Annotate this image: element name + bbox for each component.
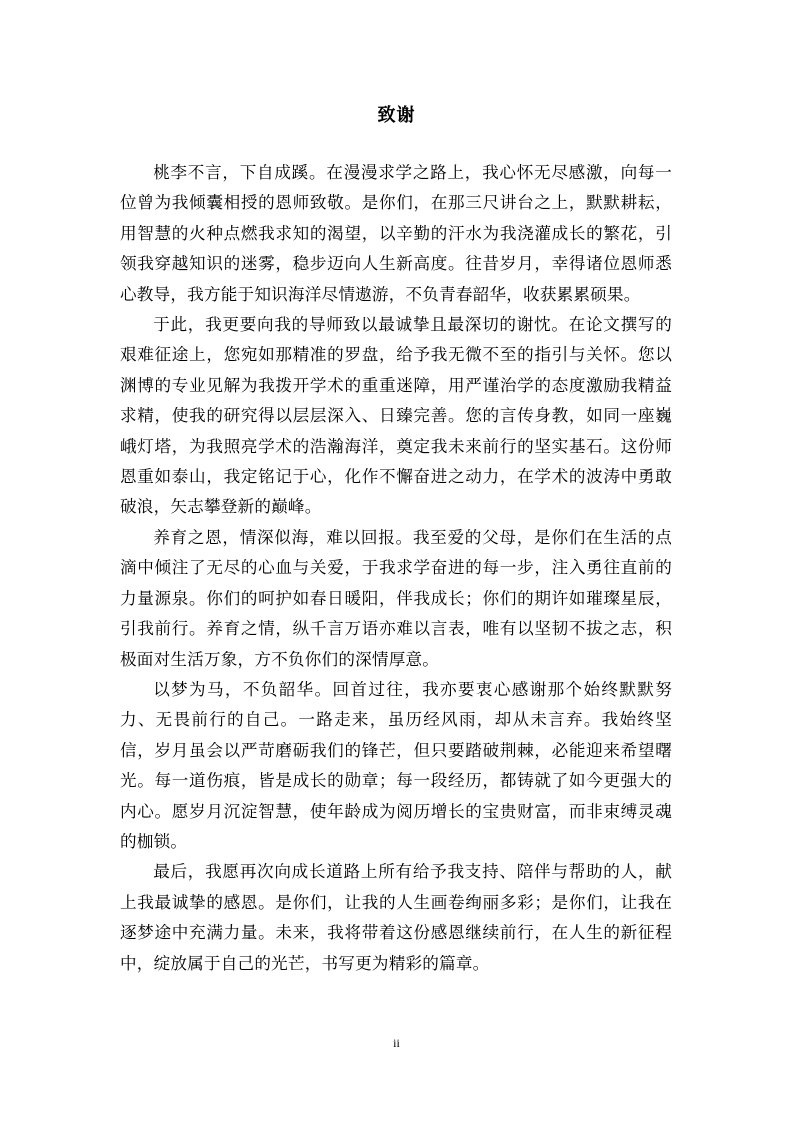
- paragraph-self: 以梦为马，不负韶华。回首过往，我亦要衷心感谢那个始终默默努力、无畏前行的自己。一路走来，虽历经风雨，却从未言弃。我始终坚信，岁月虽会以严苛磨砺我们的锋芒，但只要踏破荆棘，必能迎来希望曙光。每一道伤痕，皆是成长的勋章；每一段经历，都铸就了如今更强大的内心。愿岁月沉淀智慧，使年龄成为阅历增长的宝贵财富，而非束缚灵魂的枷锁。: [120, 679, 672, 851]
- paragraph-teachers: 桃李不言，下自成蹊。在漫漫求学之路上，我心怀无尽感激，向每一位曾为我倾囊相授的恩师致敬。是你们，在那三尺讲台之上，默默耕耘，用智慧的火种点燃我求知的渴望，以辛勤的汗水为我浇灌成长的繁花，引领我穿越知识的迷雾，稳步迈向人生新高度。往昔岁月，幸得诸位恩师悉心教导，我方能于知识海洋尽情遨游，不负青春韶华，收获累累硕果。: [120, 163, 672, 304]
- paragraph-advisor: 于此，我更要向我的导师致以最诚挚且最深切的谢忱。在论文撰写的艰难征途上，您宛如那精准的罗盘，给予我无微不至的指引与关怀。您以渊博的专业见解为我拨开学术的重重迷障，用严谨治学的态度激励我精益求精，使我的研究得以层层深入、日臻完善。您的言传身教，如同一座巍峨灯塔，为我照亮学术的浩瀚海洋，奠定我未来前行的坚实基石。这份师恩重如泰山，我定铭记于心，化作不懈奋进之动力，在学术的波涛中勇敢破浪，矢志攀登新的巅峰。: [120, 315, 672, 517]
- page-title: 致谢: [377, 105, 416, 126]
- paragraph-closing: 最后，我愿再次向成长道路上所有给予我支持、陪伴与帮助的人，献上我最诚挚的感恩。是你们，让我的人生画卷绚丽多彩；是你们，让我在逐梦途中充满力量。未来，我将带着这份感恩继续前行，在人生的新征程中，绽放属于自己的光芒，书写更为精彩的篇章。: [120, 862, 672, 973]
- paragraph-parents: 养育之恩，情深似海，难以回报。我至爱的父母，是你们在生活的点滴中倾注了无尽的心血与关爱，于我求学奋进的每一步，注入勇往直前的力量源泉。你们的呵护如春日暖阳，伴我成长；你们的期许如璀璨星辰，引我前行。养育之情，纵千言万语亦难以言表，唯有以坚韧不拔之志，积极面对生活万象，方不负你们的深情厚意。: [120, 527, 672, 669]
- acknowledgement-body: [120, 158, 672, 979]
- page-number: ii: [393, 1036, 400, 1050]
